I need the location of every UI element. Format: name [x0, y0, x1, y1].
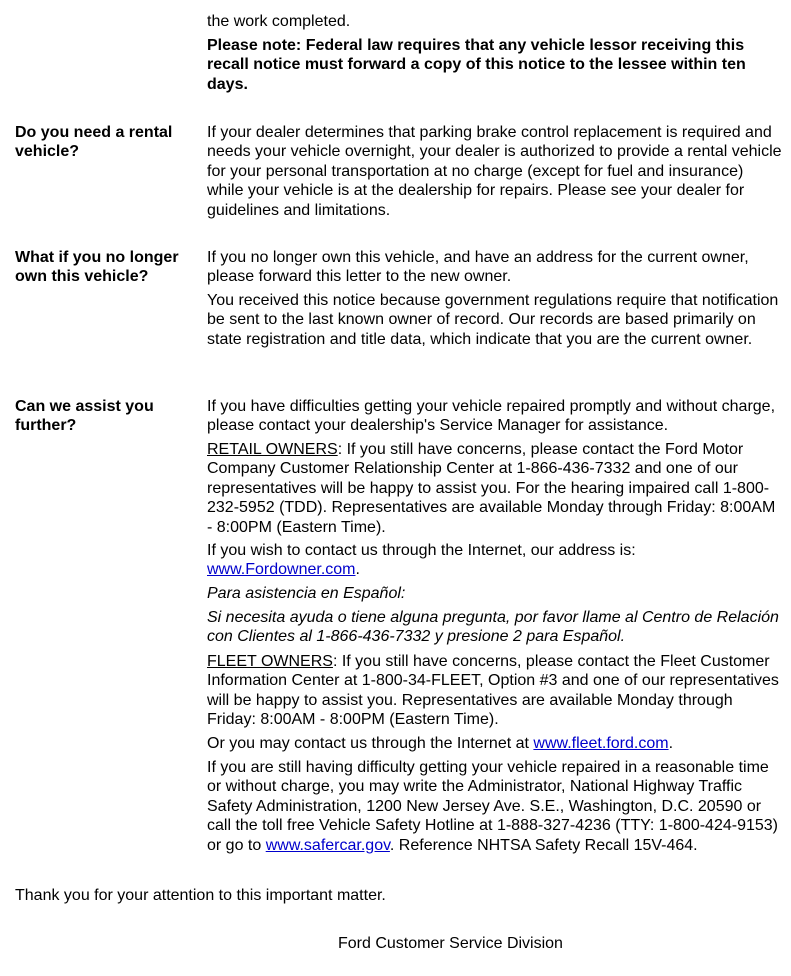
nhtsa-paragraph — [207, 758, 782, 855]
fleet-owners-text: : If you still have concerns, please contact the Fleet Customer Information Center at 1-800-34-FLEET, Option #3 and one of our representatives will be happy to assist you. Representatives are available Monday through Friday: 8:00AM - 8:00PM (Eastern Time). — [207, 653, 779, 729]
espanol-text: Si necesita ayuda o tiene alguna pregunta, por favor llame al Centro de Relación con Clientes al 1-866-436-7332 y presione 2 para Español. — [207, 609, 779, 646]
espanol-heading: Para asistencia en Español: — [207, 585, 406, 602]
safercar-link[interactable]: www.safercar.gov — [265, 836, 390, 854]
nhtsa-end: . Reference NHTSA Safety Recall 15V-464. — [389, 836, 698, 854]
notice-reason-text: You received this notice because government regulations require that notification be sent to the last known owner of record. Our records are based primarily on state registration and title data, which indicate that you are the current owner. — [207, 292, 779, 348]
retail-owners-text: : If you still have concerns, please contact the Ford Motor Company Customer Relationship Center at 1-866-436-7332 and one of our representatives will be happy to assist you. For the hearing impaired call 1-800-232-5952 (TDD). Representatives are available Monday through Friday: 8:00AM - 8:00PM (Eastern Time). — [207, 441, 776, 536]
no-longer-own-label: What if you no longer own this vehicle? — [15, 249, 179, 286]
internet-text: If you wish to contact us through the Internet, our address is: — [207, 542, 636, 559]
fleet-internet-paragraph — [207, 734, 782, 753]
internet-paragraph — [207, 541, 782, 580]
fordowner-link[interactable]: www.Fordowner.com — [207, 561, 356, 579]
fleet-owners-heading: FLEET OWNERS — [207, 653, 333, 670]
assist-intro-text: If you have difficulties getting your vehicle repaired promptly and without charge, please contact your dealership's Service Manager for assistance. — [207, 398, 776, 435]
retail-owners-paragraph — [207, 440, 782, 537]
rental-label: Do you need a rental vehicle? — [15, 124, 173, 161]
retail-owners-heading: RETAIL OWNERS — [207, 441, 338, 458]
internet-end: . — [355, 561, 360, 579]
fleet-internet-text: Or you may contact us through the Internet at — [207, 735, 534, 752]
fleet-internet-end: . — [668, 735, 674, 752]
fleet-owners-paragraph — [207, 652, 782, 730]
nhtsa-text: If you are still having difficulty getting your vehicle repaired in a reasonable time or without charge, you may write the Administrator, National Highway Traffic Safety Administration, 1200 New Jersey Ave. S.E., Washington, D.C. 20590 or call the toll free Vehicle Safety Hotline at 1-888-327-4236 (TTY: 1-800-424-9153) or go to — [207, 759, 778, 854]
assist-label: Can we assist you further? — [15, 398, 154, 435]
rental-text: If your dealer determines that parking brake control replacement is required and needs your vehicle overnight, your dealer is authorized to provide a rental vehicle for your personal transportation at no charge (except for fuel and insurance) while your vehicle is at the dealership for repairs. Please see your dealer for guidelines and limitations. — [207, 124, 782, 219]
fleet-ford-link[interactable]: www.fleet.ford.com — [533, 735, 669, 752]
thank-you-text: Thank you for your attention to this important matter. — [15, 887, 386, 904]
no-longer-own-text: If you no longer own this vehicle, and have an address for the current owner, please forward this letter to the new owner. — [207, 249, 749, 286]
lessor-note: Please note: Federal law requires that any vehicle lessor receiving this recall notice must forward a copy of this notice to the lessee within ten days. — [207, 37, 746, 93]
signature: Ford Customer Service Division — [338, 935, 563, 952]
continued-text: the work completed. — [207, 13, 351, 30]
